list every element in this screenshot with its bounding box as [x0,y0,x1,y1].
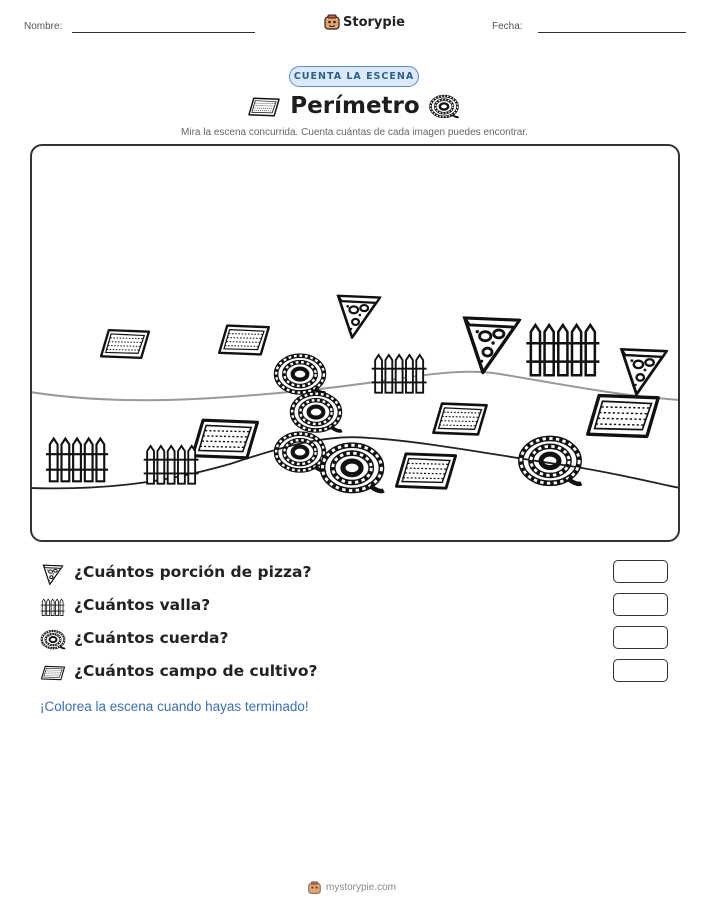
storypie-footer-logo-icon [307,880,322,894]
footer-url[interactable]: mystorypie.com [326,882,397,893]
rope [292,394,342,431]
rope [276,434,326,471]
pizza-slice [338,296,380,338]
answer-box-fence[interactable] [613,593,668,616]
activity-badge: CUENTA LA ESCENA [289,66,419,87]
crop-field [433,404,486,435]
date-line[interactable] [538,32,686,33]
question-text: ¿Cuántos porción de pizza? [74,563,312,581]
storypie-logo-icon [323,14,341,31]
question-text: ¿Cuántos campo de cultivo? [74,662,318,680]
crop-field [396,454,455,488]
question-row-crop-field [40,659,680,687]
pizza-slice [622,349,667,394]
rope-icon [40,628,66,652]
coloring-note: ¡Colorea la escena cuando hayas terminado! [40,699,309,714]
fence-icon [40,595,66,619]
name-label: Nombre: [24,21,63,32]
fence [526,325,599,375]
crop-field [219,326,269,355]
brand-name: Storypie [343,15,405,30]
pizza-slice [465,318,519,372]
hill-back [30,372,680,401]
question-text: ¿Cuántos valla? [74,596,211,614]
crop-field [588,396,658,437]
answer-box-pizza[interactable] [613,560,668,583]
question-row-pizza [40,560,680,588]
question-row-rope [40,626,680,654]
page-title: Perímetro [290,93,420,119]
rope [276,356,326,393]
question-text: ¿Cuántos cuerda? [74,629,229,647]
crop-field [193,420,258,458]
rope [521,438,581,483]
name-line[interactable] [72,32,255,33]
answer-box-rope[interactable] [613,626,668,649]
scene-illustration [30,144,680,542]
answer-box-crop-field[interactable] [613,659,668,682]
scene-frame [30,144,680,542]
instructions: Mira la escena concurrida. Cuenta cuántas de cada imagen puedes encontrar. [181,127,528,138]
date-label: Fecha: [492,21,523,32]
fence [372,355,427,393]
pizza-slice-icon [40,562,66,586]
fence [46,439,108,482]
rope-title-icon [428,94,460,120]
fence [144,446,199,484]
crop-field [101,330,149,358]
question-row-fence [40,593,680,621]
rope [323,445,384,491]
crop-field-icon [40,661,66,685]
